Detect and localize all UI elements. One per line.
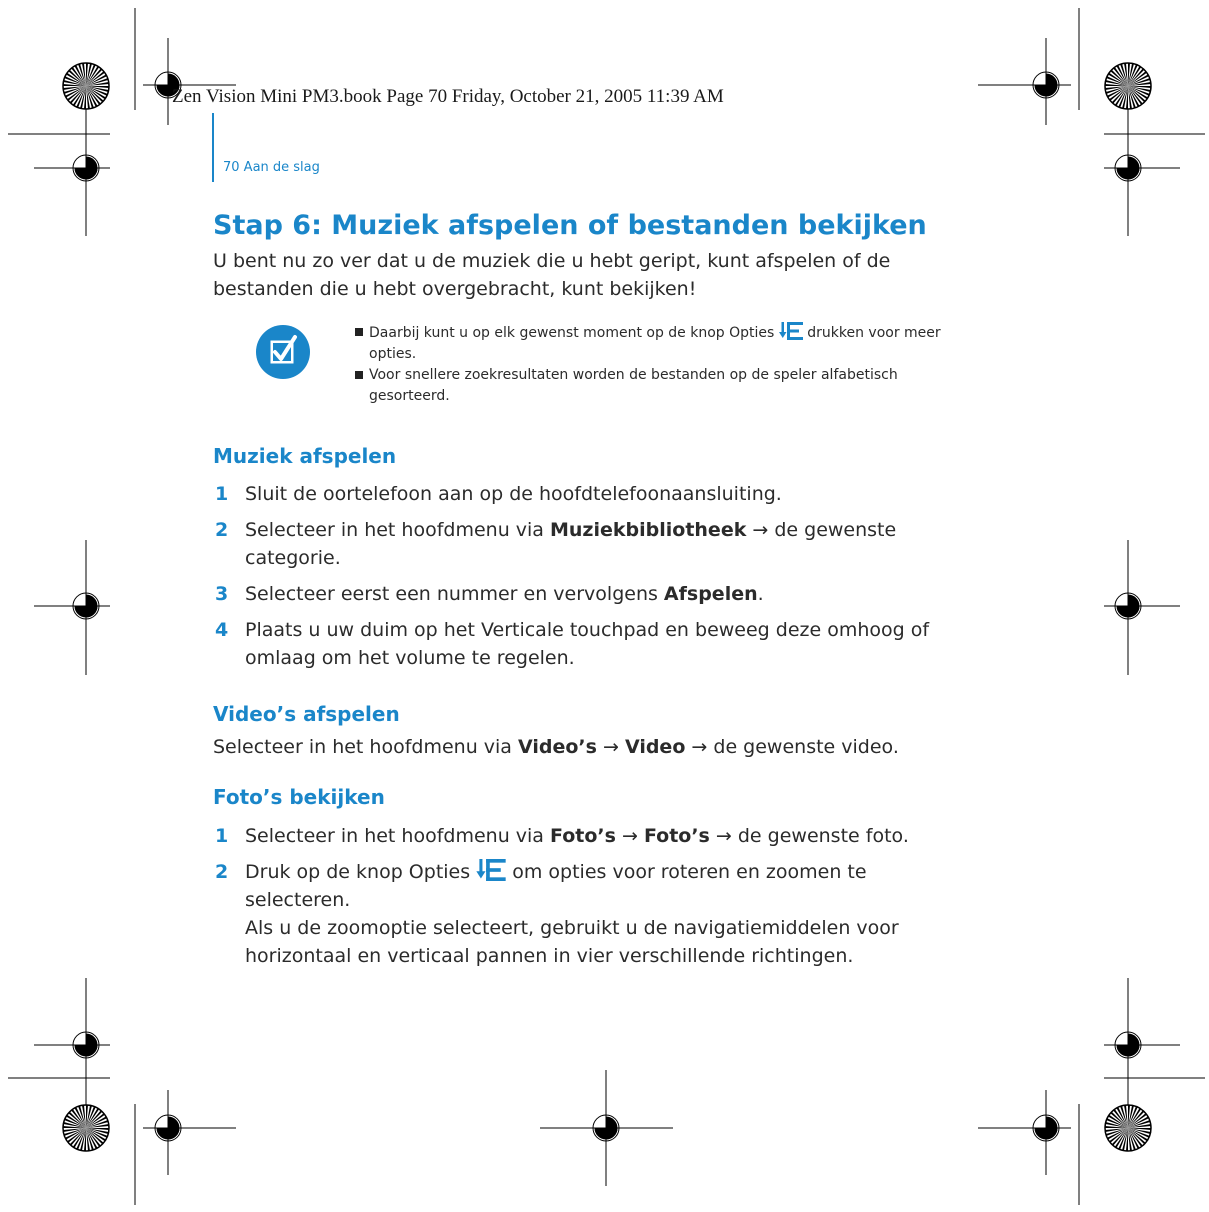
options-icon <box>476 859 506 881</box>
step-item: 1 Sluit de oortelefoon aan op de hoofdtelefoonaansluiting. <box>215 483 782 505</box>
starburst-mark-top-right <box>1105 63 1151 109</box>
section-heading-video: Video’s afspelen <box>213 702 400 726</box>
starburst-mark-top-left <box>63 63 109 109</box>
registration-mark-right-upper <box>1104 100 1180 236</box>
checkbox-note-icon <box>255 324 311 380</box>
running-head: 70 Aan de slag <box>223 160 320 175</box>
section-heading-photos: Foto’s bekijken <box>213 785 385 809</box>
intro-paragraph: U bent nu zo ver dat u de muziek die u hebt geript, kunt afspelen of de bestanden die u hebt overgebracht, kunt bekijken! <box>213 250 891 300</box>
options-icon <box>779 322 803 340</box>
step-item: 4 Plaats u uw duim op het Verticale touchpad en beweeg deze omhoog of omlaag om het volume te regelen. <box>215 619 930 669</box>
registration-mark-bottom-right <box>978 1090 1071 1175</box>
registration-mark-top-left <box>143 38 236 125</box>
step-item: 3 Selecteer eerst een nummer en vervolgens Afspelen. <box>215 583 764 605</box>
registration-mark-right-lower <box>1104 978 1180 1112</box>
registration-mark-bottom-center <box>540 1070 673 1186</box>
starburst-mark-bottom-left <box>63 1105 109 1151</box>
step-item: 2 Druk op de knop Opties om opties voor roteren en zoomen te selecteren. Als u de zoomoptie selecteert, gebruikt u de navigatiemiddelen voor horizontaal en verticaal pannen in vier verschillende richtingen. <box>215 861 899 967</box>
registration-mark-left-middle <box>34 540 110 675</box>
page-title: Stap 6: Muziek afspelen of bestanden bekijken <box>213 210 927 241</box>
registration-mark-left-upper <box>34 100 110 236</box>
music-steps <box>213 480 973 680</box>
note-item: Daarbij kunt u op elk gewenst moment op de knop Opties drukken voor meer opties. <box>355 322 975 365</box>
registration-mark-top-right <box>978 38 1071 125</box>
print-header: Zen Vision Mini PM3.book Page 70 Friday, October 21, 2005 11:39 AM <box>172 86 724 107</box>
section-heading-music: Muziek afspelen <box>213 444 397 468</box>
note-item: Voor snellere zoekresultaten worden de bestanden op de speler alfabetisch gesorteerd. <box>355 365 975 407</box>
step-item: 2 Selecteer in het hoofdmenu via Muziekbibliotheek → de gewenste categorie. <box>215 519 897 569</box>
registration-mark-right-middle <box>1104 540 1180 675</box>
starburst-mark-bottom-right <box>1105 1105 1151 1151</box>
photo-steps <box>213 822 973 978</box>
step-item: 1 Selecteer in het hoofdmenu via Foto’s → Foto’s → de gewenste foto. <box>215 825 909 847</box>
registration-mark-left-lower <box>34 978 110 1112</box>
registration-mark-bottom-left <box>143 1090 236 1175</box>
video-paragraph: Selecteer in het hoofdmenu via Video’s → Video → de gewenste video. <box>213 736 899 758</box>
note-list <box>355 322 975 407</box>
